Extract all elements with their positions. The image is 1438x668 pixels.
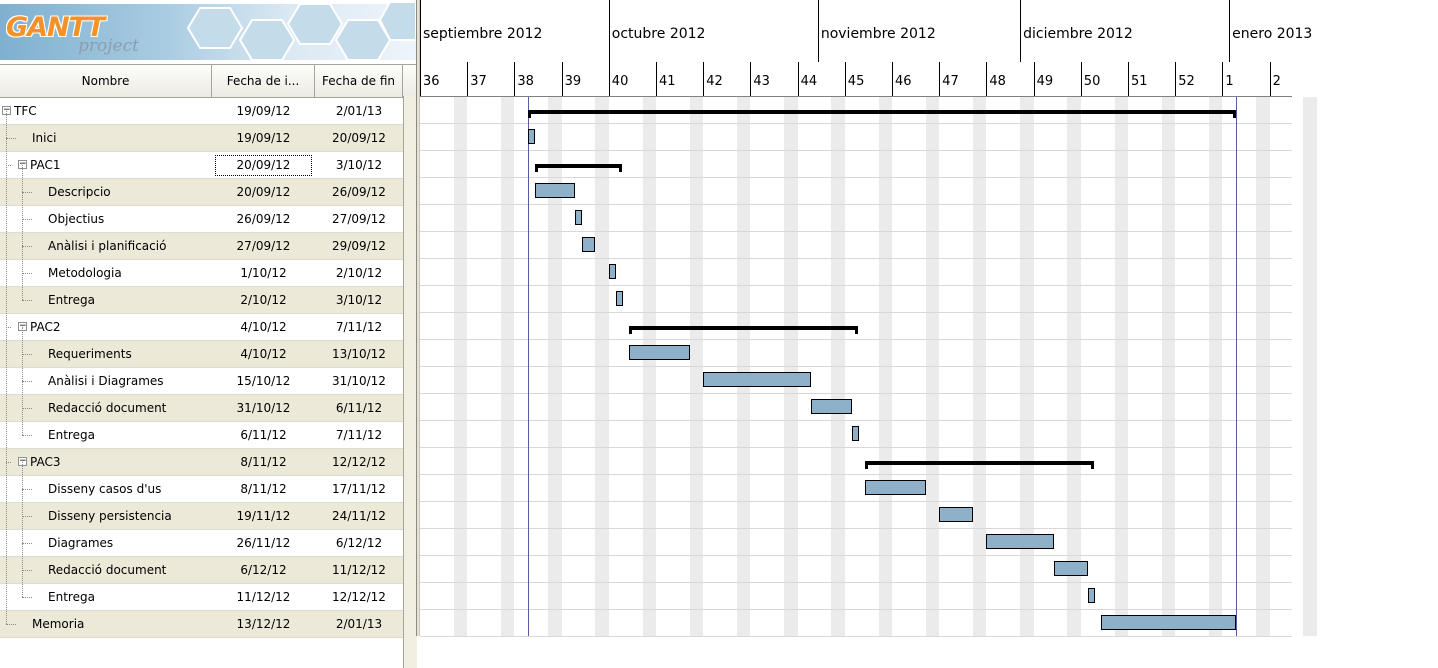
tree-guide-line bbox=[22, 570, 32, 571]
row-grid-line bbox=[420, 150, 1292, 151]
summary-start-cap bbox=[865, 461, 868, 469]
tree-guide-line bbox=[22, 489, 32, 490]
task-bar[interactable] bbox=[609, 264, 616, 279]
week-header bbox=[562, 62, 609, 96]
row-grid-line bbox=[420, 447, 1292, 448]
table-row[interactable] bbox=[0, 368, 416, 395]
task-start-cell[interactable]: 6/11/12 bbox=[240, 428, 287, 442]
task-name-cell[interactable] bbox=[0, 206, 212, 233]
task-start-cell[interactable]: 19/09/12 bbox=[236, 104, 291, 118]
task-name-cell[interactable] bbox=[0, 287, 212, 314]
task-end-cell[interactable]: 2/01/13 bbox=[335, 617, 383, 631]
task-start-cell[interactable]: 8/11/12 bbox=[240, 455, 287, 469]
task-name-cell[interactable] bbox=[0, 152, 212, 179]
task-bar[interactable] bbox=[582, 237, 595, 252]
task-end-cell[interactable]: 6/11/12 bbox=[335, 401, 383, 415]
task-name-cell[interactable] bbox=[0, 98, 212, 125]
task-name: Inici bbox=[32, 131, 57, 145]
table-header bbox=[0, 64, 416, 98]
week-label: 1 bbox=[1225, 74, 1234, 89]
row-grid-line bbox=[420, 285, 1292, 286]
task-name-cell[interactable] bbox=[0, 233, 212, 260]
task-name-cell[interactable] bbox=[0, 125, 212, 152]
tree-guide-line bbox=[22, 165, 23, 300]
collapse-toggle-icon[interactable]: − bbox=[19, 159, 27, 169]
summary-end-cap bbox=[1091, 461, 1094, 469]
summary-start-cap bbox=[535, 164, 538, 172]
task-name-cell[interactable] bbox=[0, 260, 212, 287]
tree-guide-line bbox=[22, 597, 32, 598]
table-row[interactable] bbox=[0, 98, 416, 125]
table-row[interactable] bbox=[0, 530, 416, 557]
collapse-toggle-icon[interactable]: − bbox=[3, 105, 11, 115]
week-header bbox=[514, 62, 561, 96]
project-end-marker bbox=[1236, 97, 1237, 636]
task-bar[interactable] bbox=[1088, 588, 1095, 603]
task-start-cell[interactable]: 26/09/12 bbox=[236, 212, 291, 226]
task-bar[interactable] bbox=[1054, 561, 1088, 576]
week-label: 41 bbox=[659, 74, 676, 89]
task-name-cell[interactable] bbox=[0, 584, 212, 611]
task-name: Entrega bbox=[48, 293, 95, 307]
table-row[interactable] bbox=[0, 611, 416, 638]
week-header bbox=[609, 62, 656, 96]
summary-end-cap bbox=[1233, 110, 1236, 118]
week-header bbox=[1175, 62, 1222, 96]
task-end-cell[interactable]: 13/10/12 bbox=[332, 347, 386, 361]
week-header bbox=[703, 62, 750, 96]
row-grid-line bbox=[420, 366, 1292, 367]
tree-guide-line bbox=[22, 435, 32, 436]
task-name: Requeriments bbox=[48, 347, 132, 361]
table-row[interactable] bbox=[0, 395, 416, 422]
week-label: 44 bbox=[800, 74, 818, 89]
task-start-cell[interactable]: 11/12/12 bbox=[236, 590, 291, 604]
task-start-cell[interactable]: 4/10/12 bbox=[240, 320, 287, 334]
month-label: noviembre 2012 bbox=[820, 26, 936, 42]
collapse-toggle-icon[interactable]: − bbox=[19, 321, 27, 331]
column-header-name[interactable]: Nombre bbox=[0, 65, 212, 97]
task-name: Diagrames bbox=[48, 536, 114, 550]
table-row[interactable] bbox=[0, 449, 416, 476]
task-end-cell[interactable]: 20/09/12 bbox=[332, 131, 386, 145]
tree-guide-line bbox=[6, 111, 7, 624]
gantt-chart-area[interactable] bbox=[420, 97, 1292, 636]
week-header bbox=[892, 62, 939, 96]
tree-guide-line bbox=[22, 354, 32, 355]
table-row[interactable] bbox=[0, 476, 416, 503]
week-label: 43 bbox=[753, 74, 770, 89]
task-start-cell[interactable]: 20/09/12 bbox=[236, 185, 291, 199]
task-name: Redacció document bbox=[48, 563, 167, 577]
tree-guide-line bbox=[22, 408, 32, 409]
task-bar[interactable] bbox=[629, 345, 690, 360]
table-row[interactable] bbox=[0, 152, 416, 179]
task-bar[interactable] bbox=[811, 399, 851, 414]
row-grid-line bbox=[420, 258, 1292, 259]
logo-word: GANTT bbox=[6, 12, 105, 43]
tree-guide-line bbox=[6, 624, 16, 625]
tree-guide-line bbox=[22, 219, 32, 220]
row-grid-line bbox=[420, 636, 1292, 637]
row-grid-line bbox=[420, 501, 1292, 502]
task-end-cell[interactable]: 11/12/12 bbox=[332, 563, 386, 577]
task-name: Objectius bbox=[48, 212, 105, 226]
task-start-cell[interactable]: 1/10/12 bbox=[240, 266, 287, 280]
task-start-cell[interactable]: 19/11/12 bbox=[236, 509, 291, 523]
task-name-cell[interactable] bbox=[0, 422, 212, 449]
week-header bbox=[798, 62, 845, 96]
tree-guide-line bbox=[22, 516, 32, 517]
task-end-cell[interactable]: 6/12/12 bbox=[335, 536, 383, 550]
task-end-cell[interactable]: 3/10/12 bbox=[335, 158, 383, 172]
task-bar[interactable] bbox=[535, 183, 575, 198]
task-end-cell[interactable]: 31/10/12 bbox=[332, 374, 386, 388]
week-label: 47 bbox=[942, 74, 959, 89]
table-row[interactable] bbox=[0, 260, 416, 287]
month-label: octubre 2012 bbox=[611, 26, 706, 42]
task-end-cell[interactable]: 27/09/12 bbox=[332, 212, 386, 226]
week-label: 2 bbox=[1272, 74, 1281, 89]
task-start-cell[interactable]: 27/09/12 bbox=[236, 239, 291, 253]
tree-guide-line bbox=[22, 327, 23, 435]
task-name-cell[interactable] bbox=[0, 368, 212, 395]
task-name: Descripcio bbox=[48, 185, 111, 199]
task-name: Entrega bbox=[48, 590, 95, 604]
row-grid-line bbox=[420, 420, 1292, 421]
week-label: 38 bbox=[517, 74, 534, 89]
tree-guide-line bbox=[22, 273, 32, 274]
row-grid-line bbox=[420, 231, 1292, 232]
tree-guide-line bbox=[22, 300, 32, 301]
task-start-cell[interactable]: 19/09/12 bbox=[236, 131, 291, 145]
task-start-cell[interactable]: 26/11/12 bbox=[236, 536, 291, 550]
table-row[interactable] bbox=[0, 422, 416, 449]
week-header bbox=[1034, 62, 1081, 96]
week-label: 45 bbox=[847, 74, 865, 89]
row-grid-line bbox=[420, 123, 1292, 124]
task-name-cell[interactable] bbox=[0, 503, 212, 530]
week-header bbox=[467, 62, 514, 96]
table-row[interactable] bbox=[0, 314, 416, 341]
summary-start-cap bbox=[629, 326, 632, 334]
task-name: Disseny persistencia bbox=[48, 509, 172, 523]
table-row[interactable] bbox=[0, 233, 416, 260]
collapse-toggle-icon[interactable]: − bbox=[19, 456, 27, 466]
task-start-cell[interactable]: 4/10/12 bbox=[240, 347, 287, 361]
task-bar[interactable] bbox=[703, 372, 811, 387]
task-bar[interactable] bbox=[1101, 615, 1236, 630]
row-grid-line bbox=[420, 393, 1292, 394]
task-name-cell[interactable] bbox=[0, 530, 212, 557]
timeline-weeks-header bbox=[420, 62, 1292, 97]
month-label: septiembre 2012 bbox=[423, 26, 543, 42]
row-grid-line bbox=[420, 474, 1292, 475]
task-name: PAC3 bbox=[30, 455, 61, 469]
table-row[interactable] bbox=[0, 287, 416, 314]
week-header bbox=[1081, 62, 1128, 96]
column-header-end[interactable]: Fecha de fin bbox=[315, 65, 403, 97]
tree-guide-line bbox=[6, 138, 16, 139]
task-name-cell[interactable] bbox=[0, 341, 212, 368]
table-row[interactable] bbox=[0, 341, 416, 368]
task-name: Redacció document bbox=[48, 401, 167, 415]
row-grid-line bbox=[420, 312, 1292, 313]
week-label: 40 bbox=[611, 74, 629, 89]
month-label: enero 2013 bbox=[1232, 26, 1313, 42]
gantt-chart-panel bbox=[420, 0, 1313, 636]
row-grid-line bbox=[420, 177, 1292, 178]
week-label: 42 bbox=[706, 74, 723, 89]
task-end-cell[interactable]: 12/12/12 bbox=[332, 455, 386, 469]
task-name-cell[interactable] bbox=[0, 449, 212, 476]
week-label: 51 bbox=[1131, 74, 1148, 89]
week-header bbox=[1128, 62, 1175, 96]
table-row[interactable] bbox=[0, 179, 416, 206]
task-table-panel bbox=[0, 0, 416, 636]
week-header bbox=[1270, 62, 1317, 96]
task-name-cell[interactable] bbox=[0, 557, 212, 584]
week-label: 48 bbox=[989, 74, 1006, 89]
week-label: 52 bbox=[1178, 74, 1195, 89]
tree-guide-line bbox=[22, 462, 23, 597]
table-row[interactable] bbox=[0, 503, 416, 530]
task-bar[interactable] bbox=[575, 210, 582, 225]
task-start-cell[interactable]: 2/10/12 bbox=[240, 293, 287, 307]
task-end-cell[interactable]: 24/11/12 bbox=[332, 509, 386, 523]
task-name: PAC2 bbox=[30, 320, 61, 334]
month-header bbox=[818, 0, 1020, 62]
row-grid-line bbox=[420, 609, 1292, 610]
tree-guide-line bbox=[22, 381, 32, 382]
task-end-cell[interactable]: 2/10/12 bbox=[335, 266, 383, 280]
task-end-cell[interactable]: 12/12/12 bbox=[332, 590, 386, 604]
table-row[interactable] bbox=[0, 206, 416, 233]
tree-guide-line bbox=[22, 246, 32, 247]
task-end-cell[interactable]: 3/10/12 bbox=[335, 293, 383, 307]
month-header bbox=[1229, 0, 1438, 62]
task-bar[interactable] bbox=[986, 534, 1053, 549]
month-header bbox=[1020, 0, 1229, 62]
hexagon-pattern-icon bbox=[190, 0, 416, 64]
task-end-cell[interactable]: 26/09/12 bbox=[332, 185, 386, 199]
month-header bbox=[609, 0, 818, 62]
task-name: Disseny casos d'us bbox=[48, 482, 162, 496]
week-label: 37 bbox=[470, 74, 487, 89]
summary-start-cap bbox=[528, 110, 531, 118]
project-start-marker bbox=[528, 97, 529, 636]
tree-guide-line bbox=[22, 192, 32, 193]
task-name-cell[interactable] bbox=[0, 179, 212, 206]
task-name: PAC1 bbox=[30, 158, 61, 172]
task-bar[interactable] bbox=[616, 291, 623, 306]
week-header bbox=[986, 62, 1033, 96]
row-grid-line bbox=[420, 555, 1292, 556]
week-label: 49 bbox=[1036, 74, 1054, 89]
summary-task-bar[interactable] bbox=[629, 326, 858, 330]
weekend-stripe bbox=[1303, 97, 1316, 636]
summary-task-bar[interactable] bbox=[535, 164, 623, 168]
task-bar[interactable] bbox=[939, 507, 973, 522]
task-name: Anàlisi i planificació bbox=[48, 239, 167, 253]
task-bar[interactable] bbox=[865, 480, 926, 495]
task-name: Entrega bbox=[48, 428, 95, 442]
summary-task-bar[interactable] bbox=[865, 461, 1094, 465]
table-row[interactable] bbox=[0, 557, 416, 584]
week-header bbox=[420, 62, 467, 96]
row-grid-line bbox=[420, 339, 1292, 340]
column-header-start[interactable]: Fecha de i... bbox=[212, 65, 315, 97]
task-name-cell[interactable] bbox=[0, 314, 212, 341]
task-end-cell[interactable]: 7/11/12 bbox=[335, 320, 383, 334]
task-start-cell[interactable]: 15/10/12 bbox=[236, 374, 291, 388]
task-name: Anàlisi i Diagrames bbox=[48, 374, 164, 388]
logo-wordmark bbox=[0, 6, 200, 60]
task-bar[interactable] bbox=[852, 426, 859, 441]
week-header bbox=[939, 62, 986, 96]
row-grid-line bbox=[420, 204, 1292, 205]
summary-end-cap bbox=[855, 326, 858, 334]
timeline-months-header bbox=[420, 0, 1313, 63]
task-name-cell[interactable] bbox=[0, 611, 212, 638]
ganttproject-logo bbox=[0, 0, 416, 64]
task-start-cell[interactable]: 13/12/12 bbox=[236, 617, 291, 631]
week-label: 36 bbox=[423, 74, 440, 89]
summary-end-cap bbox=[619, 164, 622, 172]
task-name: Memoria bbox=[32, 617, 85, 631]
task-bar[interactable] bbox=[528, 129, 535, 144]
logo-subword: project bbox=[78, 36, 139, 56]
task-name: Metodologia bbox=[48, 266, 122, 280]
week-header bbox=[1222, 62, 1269, 96]
task-name-cell[interactable] bbox=[0, 476, 212, 503]
task-end-cell[interactable]: 17/11/12 bbox=[332, 482, 386, 496]
row-grid-line bbox=[420, 528, 1292, 529]
task-start-cell[interactable]: 8/11/12 bbox=[240, 482, 287, 496]
week-header bbox=[656, 62, 703, 96]
task-end-cell[interactable]: 2/01/13 bbox=[335, 104, 383, 118]
task-name: TFC bbox=[14, 104, 37, 118]
task-name-cell[interactable] bbox=[0, 395, 212, 422]
month-label: diciembre 2012 bbox=[1023, 26, 1133, 42]
week-label: 39 bbox=[564, 74, 582, 89]
week-label: 46 bbox=[895, 74, 912, 89]
task-end-cell[interactable]: 7/11/12 bbox=[335, 428, 383, 442]
table-row[interactable] bbox=[0, 584, 416, 611]
task-start-cell[interactable]: 6/12/12 bbox=[240, 563, 287, 577]
task-end-cell[interactable]: 29/09/12 bbox=[332, 239, 386, 253]
table-row[interactable] bbox=[0, 125, 416, 152]
month-header bbox=[420, 0, 609, 62]
summary-task-bar[interactable] bbox=[528, 110, 1236, 114]
week-header bbox=[750, 62, 797, 96]
tree-guide-line bbox=[22, 543, 32, 544]
task-start-cell[interactable]: 20/09/12 bbox=[212, 152, 315, 179]
table-vertical-scroll-gutter bbox=[403, 96, 417, 668]
week-label: 50 bbox=[1083, 74, 1101, 89]
task-start-cell[interactable]: 31/10/12 bbox=[236, 401, 291, 415]
week-header bbox=[845, 62, 892, 96]
row-grid-line bbox=[420, 582, 1292, 583]
